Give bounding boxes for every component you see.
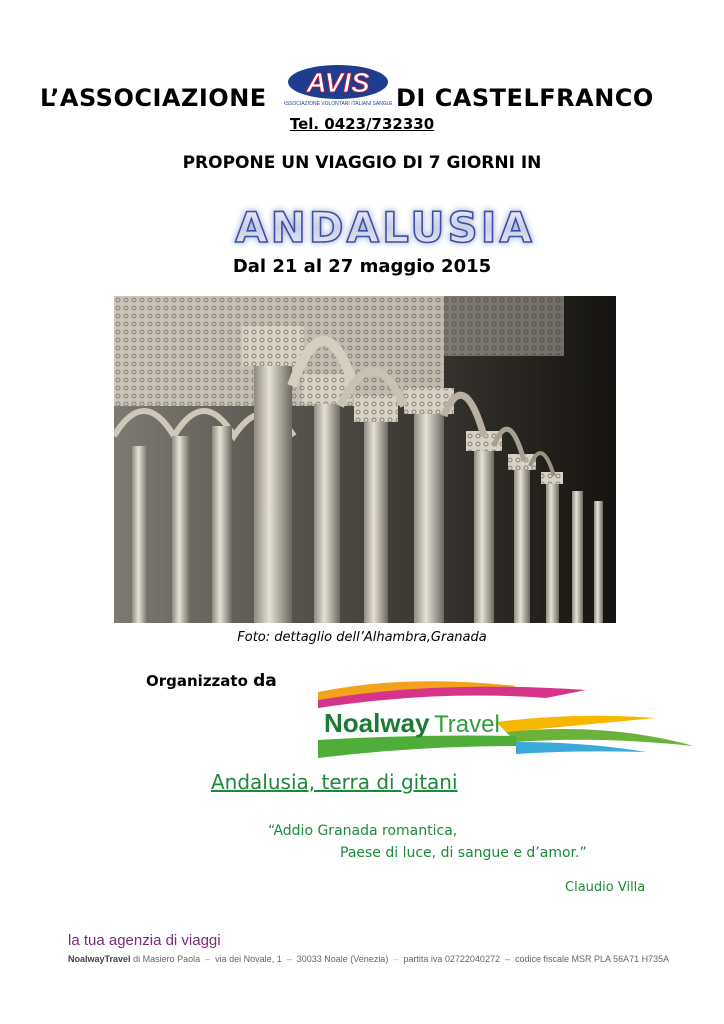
alhambra-photo	[114, 296, 616, 623]
association-title-left: L’ASSOCIAZIONE	[40, 84, 267, 112]
trip-subtitle: Andalusia, terra di gitani	[211, 770, 458, 794]
footer-company: NoalwayTravel	[68, 954, 131, 964]
noalway-logo-part2: Travel	[434, 711, 500, 738]
footer-city: 30033 Noale (Venezia)	[296, 954, 389, 964]
photo-caption: Foto: dettaglio dell’Alhambra,Granada	[237, 630, 487, 645]
avis-logo-subtext: ASSOCIAZIONE VOLONTARI ITALIANI SANGUE	[284, 101, 392, 107]
phone-number: Tel. 0423/732330	[289, 115, 435, 133]
quote-author: Claudio Villa	[565, 880, 646, 895]
trip-intro: PROPONE UN VIAGGIO DI 7 GIORNI IN	[182, 153, 542, 173]
footer-owner: di Masiero Paola	[133, 954, 201, 964]
footer-street: via dei Novale, 1	[215, 954, 282, 964]
noalway-travel-logo	[316, 676, 696, 762]
footer-tagline: la tua agenzia di viaggi	[68, 932, 221, 949]
noalway-logo-part1: Noalway	[324, 708, 430, 738]
association-title-right: DI CASTELFRANCO	[396, 84, 654, 112]
destination-title	[200, 200, 570, 256]
quote-line-1: “Addio Granada romantica,	[268, 823, 458, 839]
footer-vat: partita iva 02722040272	[403, 954, 500, 964]
destination-title-text: ANDALUSIA	[235, 203, 535, 252]
organizer-label-suffix: da	[253, 671, 277, 691]
trip-dates: Dal 21 al 27 maggio 2015	[232, 256, 492, 277]
organizer-label	[146, 671, 277, 691]
quote-line-2: Paese di luce, di sangue e d’amor.”	[340, 845, 587, 861]
avis-logo-text: AVIS	[306, 67, 370, 98]
footer-address: NoalwayTravel di Masiero Paola – via dei Novale, 1 – 30033 Noale (Venezia) – partita iva 02722040272 – codice fiscale MSR PLA 56A71 H735A	[68, 954, 670, 964]
avis-logo	[284, 64, 392, 108]
footer-tax-code: codice fiscale MSR PLA 56A71 H735A	[515, 954, 670, 964]
organizer-label-text: Organizzato	[146, 672, 248, 690]
